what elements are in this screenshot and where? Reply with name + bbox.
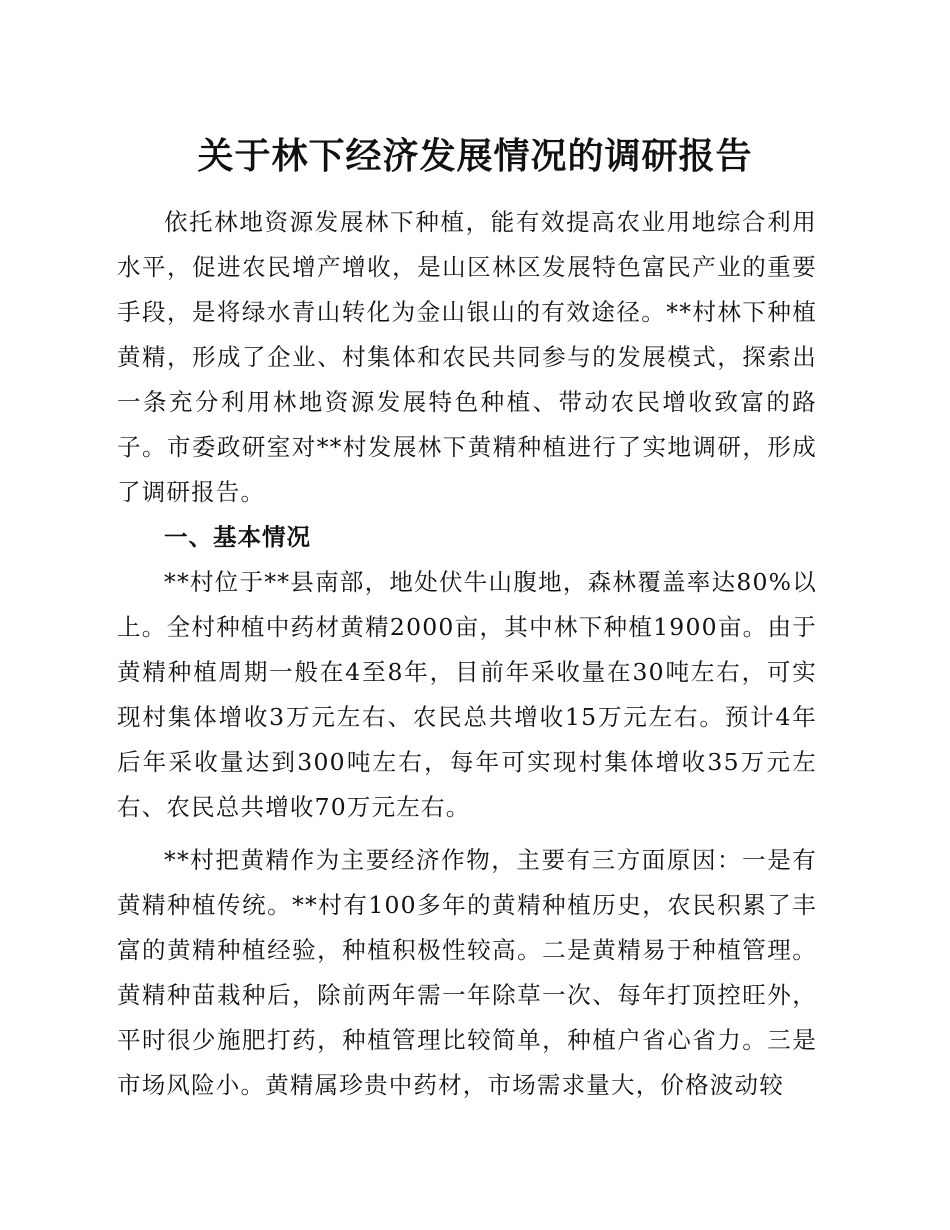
document-title: 关于林下经济发展情况的调研报告 xyxy=(197,135,753,177)
section-heading-basic-situation: 一、基本情况 xyxy=(164,523,311,551)
intro-paragraph: 依托林地资源发展林下种植，能有效提高农业用地综合利用水平，促进农民增产增收，是山区林区发展特色富民产业的重要手段，是将绿水青山转化为金山银山的有效途径。**村林下种植黄精，形成了企业、村集体和农民共同参与的发展模式，探索出一条充分利用林地资源发展特色种植、带动农民增收致富的路子。市委政研室对**村发展林下黄精种植进行了实地调研，形成了调研报告。 xyxy=(117,208,817,506)
document-body xyxy=(117,200,817,1108)
section1-paragraph-2: **村把黄精作为主要经济作物，主要有三方面原因：一是有黄精种植传统。**村有100多年的黄精种植历史，农民积累了丰富的黄精种植经验，种植积极性较高。二是黄精易于种植管理。黄精种苗栽种后，除前两年需一年除草一次、每年打顶控旺外，平时很少施肥打药，种植管理比较简单，种植户省心省力。三是市场风险小。黄精属珍贵中药材，市场需求量大，价格波动较 xyxy=(117,846,817,1099)
section1-paragraph-1: **村位于**县南部，地处伏牛山腹地，森林覆盖率达80%以上。全村种植中药材黄精2000亩，其中林下种植1900亩。由于黄精种植周期一般在4至8年，目前年采收量在30吨左右，可实现村集体增收3万元左右、农民总共增收15万元左右。预计4年后年采收量达到300吨左右，每年可实现村集体增收35万元左右、农民总共增收70万元左右。 xyxy=(117,568,817,821)
paragraph-spacer xyxy=(117,830,817,838)
